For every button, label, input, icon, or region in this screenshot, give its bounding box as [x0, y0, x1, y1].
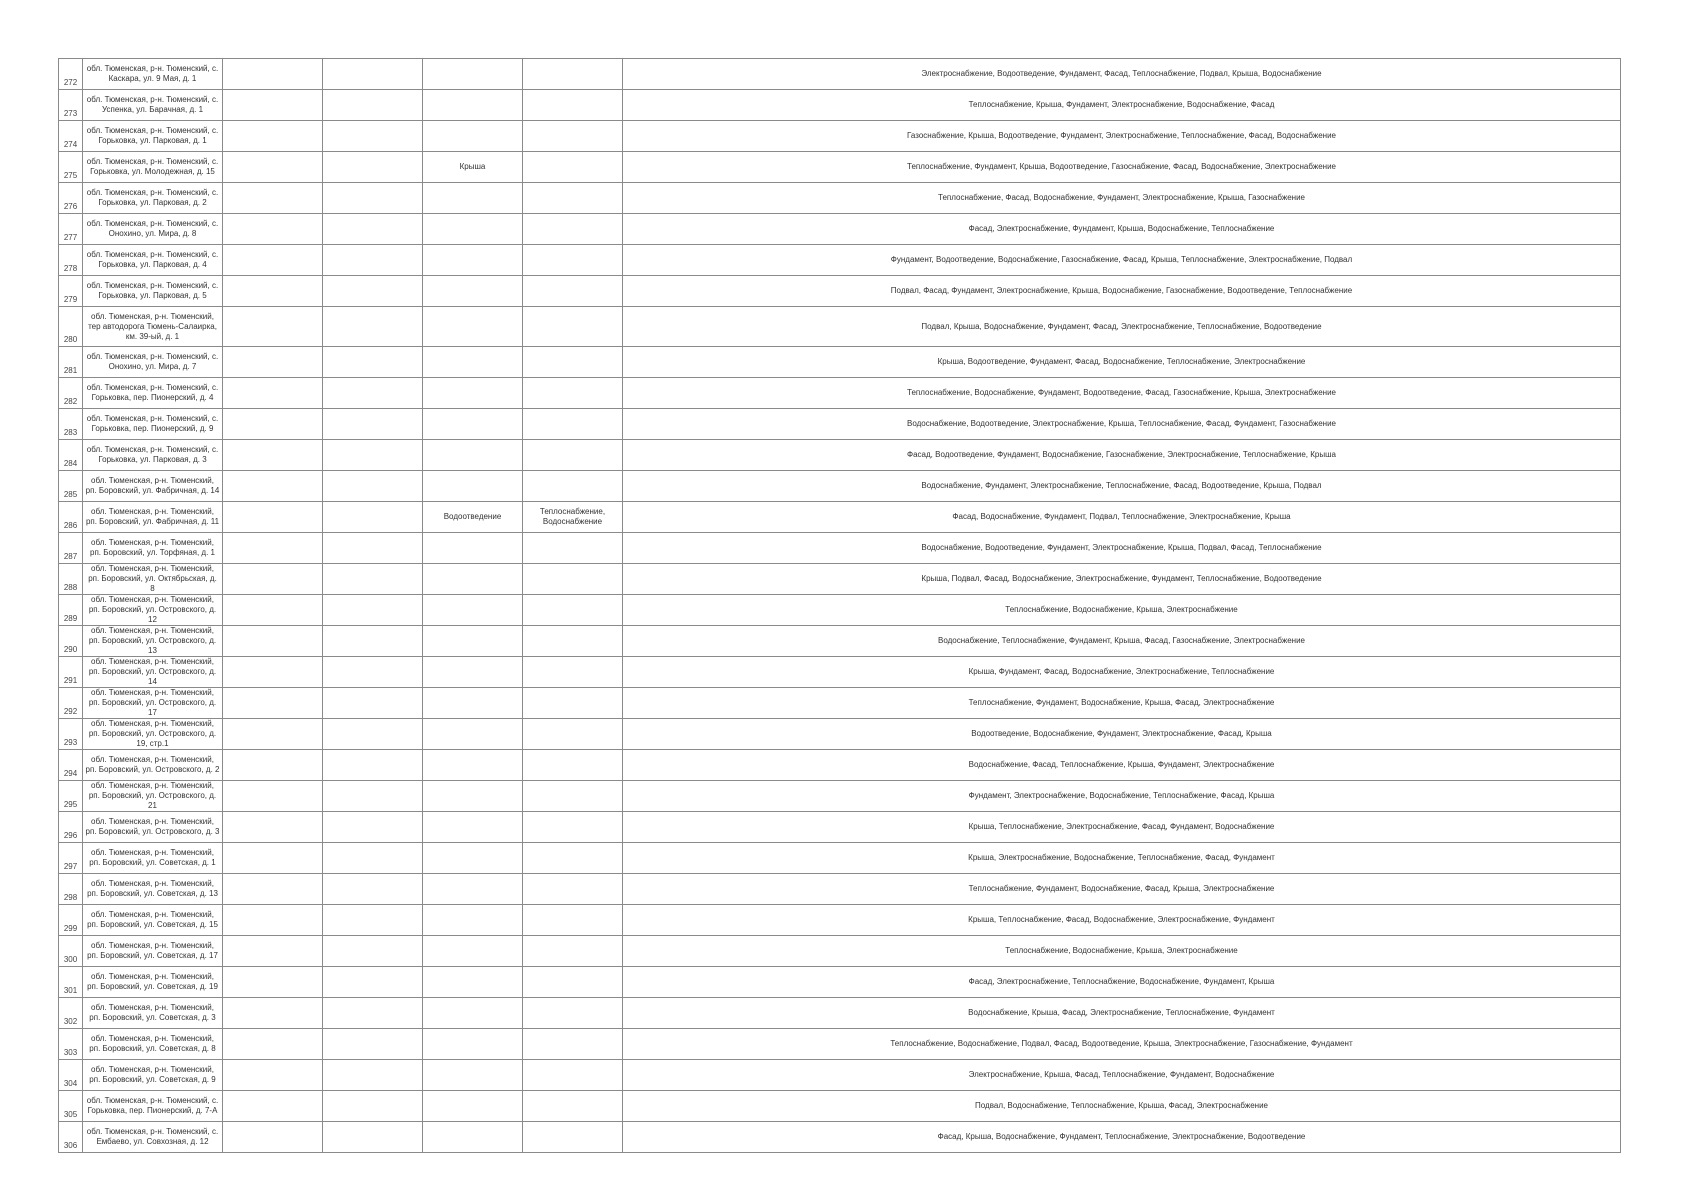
works-list-cell: Теплоснабжение, Водоснабжение, Крыша, Электроснабжение [623, 595, 1621, 626]
col5-cell [423, 1091, 523, 1122]
table-row [59, 214, 1621, 245]
row-number-cell: 288 [59, 564, 83, 595]
table-row [59, 750, 1621, 781]
row-number-cell: 282 [59, 378, 83, 409]
col4-cell [323, 626, 423, 657]
col4-cell [323, 307, 423, 347]
address-cell: обл. Тюменская, р-н. Тюменский, с. Онохино, ул. Мира, д. 7 [83, 347, 223, 378]
col6-cell [523, 378, 623, 409]
col6-cell [523, 1060, 623, 1091]
address-cell: обл. Тюменская, р-н. Тюменский, с. Онохино, ул. Мира, д. 8 [83, 214, 223, 245]
col4-cell [323, 564, 423, 595]
works-list-cell: Теплоснабжение, Фундамент, Водоснабжение, Фасад, Крыша, Электроснабжение [623, 874, 1621, 905]
works-table [58, 58, 1621, 1153]
table-row [59, 812, 1621, 843]
col6-cell [523, 874, 623, 905]
col5-cell [423, 936, 523, 967]
row-number-cell: 301 [59, 967, 83, 998]
works-list-cell: Электроснабжение, Крыша, Фасад, Теплоснабжение, Фундамент, Водоснабжение [623, 1060, 1621, 1091]
table-body [59, 59, 1621, 1153]
works-list-cell: Теплоснабжение, Водоснабжение, Крыша, Электроснабжение [623, 936, 1621, 967]
col3-cell [223, 564, 323, 595]
col3-cell [223, 595, 323, 626]
col3-cell [223, 276, 323, 307]
col6-cell [523, 595, 623, 626]
table-row [59, 1091, 1621, 1122]
col6-cell [523, 719, 623, 750]
col6-cell [523, 440, 623, 471]
col4-cell [323, 1029, 423, 1060]
address-cell: обл. Тюменская, р-н. Тюменский, рп. Боровский, ул. Островского, д. 19, стр.1 [83, 719, 223, 750]
col6-cell [523, 121, 623, 152]
row-number-cell: 289 [59, 595, 83, 626]
table-row [59, 936, 1621, 967]
address-cell: обл. Тюменская, р-н. Тюменский, рп. Боровский, ул. Советская, д. 15 [83, 905, 223, 936]
col4-cell [323, 409, 423, 440]
col5-cell [423, 781, 523, 812]
col3-cell [223, 657, 323, 688]
col6-cell [523, 533, 623, 564]
col4-cell [323, 1060, 423, 1091]
address-cell: обл. Тюменская, р-н. Тюменский, рп. Боровский, ул. Островского, д. 17 [83, 688, 223, 719]
col6-cell [523, 905, 623, 936]
works-list-cell: Фундамент, Водоотведение, Водоснабжение, Газоснабжение, Фасад, Крыша, Теплоснабжение, Электроснабжение, Подвал [623, 245, 1621, 276]
works-list-cell: Теплоснабжение, Крыша, Фундамент, Электроснабжение, Водоснабжение, Фасад [623, 90, 1621, 121]
col5-cell [423, 874, 523, 905]
col3-cell [223, 719, 323, 750]
col6-cell [523, 183, 623, 214]
row-number-cell: 280 [59, 307, 83, 347]
row-number-cell: 273 [59, 90, 83, 121]
row-number-cell: 296 [59, 812, 83, 843]
col3-cell [223, 245, 323, 276]
table-row [59, 440, 1621, 471]
table-row [59, 409, 1621, 440]
col6-cell [523, 564, 623, 595]
address-cell: обл. Тюменская, р-н. Тюменский, рп. Боровский, ул. Фабричная, д. 14 [83, 471, 223, 502]
col6-cell [523, 347, 623, 378]
works-list-cell: Фасад, Водоотведение, Фундамент, Водоснабжение, Газоснабжение, Электроснабжение, Теплоснабжение, Крыша [623, 440, 1621, 471]
works-list-cell: Электроснабжение, Водоотведение, Фундамент, Фасад, Теплоснабжение, Подвал, Крыша, Водоснабжение [623, 59, 1621, 90]
address-cell: обл. Тюменская, р-н. Тюменский, с. Горьковка, ул. Парковая, д. 5 [83, 276, 223, 307]
row-number-cell: 299 [59, 905, 83, 936]
col3-cell [223, 409, 323, 440]
col5-cell [423, 967, 523, 998]
row-number-cell: 272 [59, 59, 83, 90]
works-list-cell: Теплоснабжение, Фундамент, Крыша, Водоотведение, Газоснабжение, Фасад, Водоснабжение, Электроснабжение [623, 152, 1621, 183]
works-list-cell: Фундамент, Электроснабжение, Водоснабжение, Теплоснабжение, Фасад, Крыша [623, 781, 1621, 812]
address-cell: обл. Тюменская, р-н. Тюменский, рп. Боровский, ул. Советская, д. 17 [83, 936, 223, 967]
row-number-cell: 277 [59, 214, 83, 245]
col6-cell [523, 214, 623, 245]
col4-cell [323, 1091, 423, 1122]
col6-cell [523, 59, 623, 90]
col5-cell [423, 276, 523, 307]
col5-cell [423, 657, 523, 688]
col6-cell [523, 276, 623, 307]
row-number-cell: 274 [59, 121, 83, 152]
address-cell: обл. Тюменская, р-н. Тюменский, рп. Боровский, ул. Советская, д. 19 [83, 967, 223, 998]
col6-cell: Теплоснабжение, Водоснабжение [523, 502, 623, 533]
row-number-cell: 305 [59, 1091, 83, 1122]
row-number-cell: 293 [59, 719, 83, 750]
table-row [59, 276, 1621, 307]
col4-cell [323, 152, 423, 183]
works-list-cell: Водоснабжение, Теплоснабжение, Фундамент, Крыша, Фасад, Газоснабжение, Электроснабжение [623, 626, 1621, 657]
address-cell: обл. Тюменская, р-н. Тюменский, рп. Боровский, ул. Торфяная, д. 1 [83, 533, 223, 564]
col4-cell [323, 595, 423, 626]
address-cell: обл. Тюменская, р-н. Тюменский, рп. Боровский, ул. Октябрьская, д. 8 [83, 564, 223, 595]
col3-cell [223, 183, 323, 214]
col3-cell [223, 90, 323, 121]
col6-cell [523, 688, 623, 719]
works-list-cell: Фасад, Электроснабжение, Фундамент, Крыша, Водоснабжение, Теплоснабжение [623, 214, 1621, 245]
works-list-cell: Теплоснабжение, Фасад, Водоснабжение, Фундамент, Электроснабжение, Крыша, Газоснабжение [623, 183, 1621, 214]
works-list-cell: Крыша, Водоотведение, Фундамент, Фасад, Водоснабжение, Теплоснабжение, Электроснабжение [623, 347, 1621, 378]
table-row [59, 347, 1621, 378]
works-list-cell: Теплоснабжение, Водоснабжение, Подвал, Фасад, Водоотведение, Крыша, Электроснабжение, Газоснабжение, Фундамент [623, 1029, 1621, 1060]
col6-cell [523, 657, 623, 688]
row-number-cell: 276 [59, 183, 83, 214]
col6-cell [523, 936, 623, 967]
col3-cell [223, 502, 323, 533]
col5-cell [423, 564, 523, 595]
col5-cell [423, 998, 523, 1029]
col5-cell [423, 688, 523, 719]
works-list-cell: Фасад, Электроснабжение, Теплоснабжение, Водоснабжение, Фундамент, Крыша [623, 967, 1621, 998]
row-number-cell: 283 [59, 409, 83, 440]
col4-cell [323, 1122, 423, 1153]
col3-cell [223, 626, 323, 657]
table-row [59, 657, 1621, 688]
works-list-cell: Водоснабжение, Фасад, Теплоснабжение, Крыша, Фундамент, Электроснабжение [623, 750, 1621, 781]
col4-cell [323, 183, 423, 214]
address-cell: обл. Тюменская, р-н. Тюменский, с. Горьковка, пер. Пионерский, д. 7-А [83, 1091, 223, 1122]
address-cell: обл. Тюменская, р-н. Тюменский, рп. Боровский, ул. Фабричная, д. 11 [83, 502, 223, 533]
table-row [59, 1060, 1621, 1091]
col3-cell [223, 347, 323, 378]
row-number-cell: 281 [59, 347, 83, 378]
col6-cell [523, 90, 623, 121]
address-cell: обл. Тюменская, р-н. Тюменский, с. Каскара, ул. 9 Мая, д. 1 [83, 59, 223, 90]
table-row [59, 183, 1621, 214]
address-cell: обл. Тюменская, р-н. Тюменский, рп. Боровский, ул. Островского, д. 2 [83, 750, 223, 781]
address-cell: обл. Тюменская, р-н. Тюменский, рп. Боровский, ул. Советская, д. 8 [83, 1029, 223, 1060]
col5-cell [423, 533, 523, 564]
col3-cell [223, 1122, 323, 1153]
address-cell: обл. Тюменская, р-н. Тюменский, с. Горьковка, пер. Пионерский, д. 4 [83, 378, 223, 409]
works-list-cell: Теплоснабжение, Фундамент, Водоснабжение, Крыша, Фасад, Электроснабжение [623, 688, 1621, 719]
col5-cell [423, 440, 523, 471]
col4-cell [323, 502, 423, 533]
table-row [59, 1122, 1621, 1153]
row-number-cell: 294 [59, 750, 83, 781]
address-cell: обл. Тюменская, р-н. Тюменский, с. Горьковка, ул. Парковая, д. 4 [83, 245, 223, 276]
row-number-cell: 278 [59, 245, 83, 276]
table-row [59, 533, 1621, 564]
col3-cell [223, 843, 323, 874]
col4-cell [323, 440, 423, 471]
col3-cell [223, 998, 323, 1029]
row-number-cell: 279 [59, 276, 83, 307]
col6-cell [523, 967, 623, 998]
col6-cell [523, 998, 623, 1029]
works-list-cell: Подвал, Фасад, Фундамент, Электроснабжение, Крыша, Водоснабжение, Газоснабжение, Водоотведение, Теплоснабжение [623, 276, 1621, 307]
table-row [59, 905, 1621, 936]
table-row [59, 378, 1621, 409]
works-list-cell: Подвал, Крыша, Водоснабжение, Фундамент, Фасад, Электроснабжение, Теплоснабжение, Водоотведение [623, 307, 1621, 347]
row-number-cell: 303 [59, 1029, 83, 1060]
col3-cell [223, 1060, 323, 1091]
col5-cell: Водоотведение [423, 502, 523, 533]
works-list-cell: Газоснабжение, Крыша, Водоотведение, Фундамент, Электроснабжение, Теплоснабжение, Фасад, Водоснабжение [623, 121, 1621, 152]
address-cell: обл. Тюменская, р-н. Тюменский, рп. Боровский, ул. Островского, д. 21 [83, 781, 223, 812]
col3-cell [223, 152, 323, 183]
col3-cell [223, 688, 323, 719]
col4-cell [323, 245, 423, 276]
col6-cell [523, 245, 623, 276]
col3-cell [223, 1091, 323, 1122]
col3-cell [223, 750, 323, 781]
table-row [59, 90, 1621, 121]
col6-cell [523, 843, 623, 874]
col4-cell [323, 905, 423, 936]
col3-cell [223, 533, 323, 564]
table-row [59, 59, 1621, 90]
table-row [59, 152, 1621, 183]
address-cell: обл. Тюменская, р-н. Тюменский, рп. Боровский, ул. Островского, д. 3 [83, 812, 223, 843]
address-cell: обл. Тюменская, р-н. Тюменский, с. Горьковка, ул. Парковая, д. 2 [83, 183, 223, 214]
address-cell: обл. Тюменская, р-н. Тюменский, с. Ембаево, ул. Совхозная, д. 12 [83, 1122, 223, 1153]
works-list-cell: Теплоснабжение, Водоснабжение, Фундамент, Водоотведение, Фасад, Газоснабжение, Крыша, Электроснабжение [623, 378, 1621, 409]
col4-cell [323, 214, 423, 245]
col4-cell [323, 121, 423, 152]
works-list-cell: Крыша, Теплоснабжение, Электроснабжение, Фасад, Фундамент, Водоснабжение [623, 812, 1621, 843]
table-row [59, 998, 1621, 1029]
col5-cell [423, 409, 523, 440]
address-cell: обл. Тюменская, р-н. Тюменский, тер автодорога Тюмень-Салаирка, км. 39-ый, д. 1 [83, 307, 223, 347]
col5-cell [423, 471, 523, 502]
col6-cell [523, 750, 623, 781]
table-row [59, 781, 1621, 812]
address-cell: обл. Тюменская, р-н. Тюменский, рп. Боровский, ул. Островского, д. 14 [83, 657, 223, 688]
col6-cell [523, 812, 623, 843]
col4-cell [323, 936, 423, 967]
col5-cell [423, 245, 523, 276]
works-list-cell: Фасад, Водоснабжение, Фундамент, Подвал, Теплоснабжение, Электроснабжение, Крыша [623, 502, 1621, 533]
col5-cell [423, 121, 523, 152]
col3-cell [223, 781, 323, 812]
table-row [59, 688, 1621, 719]
col4-cell [323, 378, 423, 409]
col5-cell [423, 1029, 523, 1060]
row-number-cell: 290 [59, 626, 83, 657]
col5-cell [423, 626, 523, 657]
address-cell: обл. Тюменская, р-н. Тюменский, с. Горьковка, ул. Парковая, д. 3 [83, 440, 223, 471]
address-cell: обл. Тюменская, р-н. Тюменский, рп. Боровский, ул. Островского, д. 13 [83, 626, 223, 657]
address-cell: обл. Тюменская, р-н. Тюменский, рп. Боровский, ул. Советская, д. 9 [83, 1060, 223, 1091]
col5-cell [423, 812, 523, 843]
address-cell: обл. Тюменская, р-н. Тюменский, рп. Боровский, ул. Советская, д. 1 [83, 843, 223, 874]
col5-cell [423, 307, 523, 347]
col3-cell [223, 378, 323, 409]
col6-cell [523, 1122, 623, 1153]
row-number-cell: 297 [59, 843, 83, 874]
table-row [59, 874, 1621, 905]
address-cell: обл. Тюменская, р-н. Тюменский, рп. Боровский, ул. Островского, д. 12 [83, 595, 223, 626]
col5-cell [423, 214, 523, 245]
col4-cell [323, 59, 423, 90]
col5-cell [423, 90, 523, 121]
works-list-cell: Водоснабжение, Водоотведение, Фундамент, Электроснабжение, Крыша, Подвал, Фасад, Теплоснабжение [623, 533, 1621, 564]
row-number-cell: 304 [59, 1060, 83, 1091]
col6-cell [523, 409, 623, 440]
col3-cell [223, 440, 323, 471]
col5-cell [423, 719, 523, 750]
col5-cell [423, 378, 523, 409]
col3-cell [223, 936, 323, 967]
col5-cell [423, 1122, 523, 1153]
works-list-cell: Крыша, Теплоснабжение, Фасад, Водоснабжение, Электроснабжение, Фундамент [623, 905, 1621, 936]
col4-cell [323, 471, 423, 502]
row-number-cell: 302 [59, 998, 83, 1029]
col5-cell [423, 59, 523, 90]
col3-cell [223, 874, 323, 905]
row-number-cell: 306 [59, 1122, 83, 1153]
col6-cell [523, 781, 623, 812]
col3-cell [223, 214, 323, 245]
table-row [59, 719, 1621, 750]
row-number-cell: 292 [59, 688, 83, 719]
works-list-cell: Крыша, Электроснабжение, Водоснабжение, Теплоснабжение, Фасад, Фундамент [623, 843, 1621, 874]
col4-cell [323, 347, 423, 378]
col6-cell [523, 1091, 623, 1122]
col4-cell [323, 843, 423, 874]
address-cell: обл. Тюменская, р-н. Тюменский, с. Горьковка, ул. Парковая, д. 1 [83, 121, 223, 152]
col4-cell [323, 276, 423, 307]
row-number-cell: 298 [59, 874, 83, 905]
col3-cell [223, 59, 323, 90]
row-number-cell: 284 [59, 440, 83, 471]
col5-cell [423, 347, 523, 378]
col4-cell [323, 719, 423, 750]
row-number-cell: 295 [59, 781, 83, 812]
works-list-cell: Водоотведение, Водоснабжение, Фундамент, Электроснабжение, Фасад, Крыша [623, 719, 1621, 750]
col3-cell [223, 967, 323, 998]
col5-cell [423, 595, 523, 626]
col4-cell [323, 874, 423, 905]
table-row [59, 564, 1621, 595]
table-row [59, 1029, 1621, 1060]
col6-cell [523, 471, 623, 502]
col4-cell [323, 750, 423, 781]
col4-cell [323, 781, 423, 812]
table-row [59, 502, 1621, 533]
works-list-cell: Водоснабжение, Крыша, Фасад, Электроснабжение, Теплоснабжение, Фундамент [623, 998, 1621, 1029]
col5-cell: Крыша [423, 152, 523, 183]
col6-cell [523, 1029, 623, 1060]
col3-cell [223, 812, 323, 843]
row-number-cell: 286 [59, 502, 83, 533]
address-cell: обл. Тюменская, р-н. Тюменский, с. Горьковка, пер. Пионерский, д. 9 [83, 409, 223, 440]
col4-cell [323, 998, 423, 1029]
col3-cell [223, 121, 323, 152]
works-list-cell: Крыша, Фундамент, Фасад, Водоснабжение, Электроснабжение, Теплоснабжение [623, 657, 1621, 688]
row-number-cell: 285 [59, 471, 83, 502]
table-row [59, 307, 1621, 347]
col4-cell [323, 533, 423, 564]
address-cell: обл. Тюменская, р-н. Тюменский, с. Горьковка, ул. Молодежная, д. 15 [83, 152, 223, 183]
table-row [59, 595, 1621, 626]
address-cell: обл. Тюменская, р-н. Тюменский, рп. Боровский, ул. Советская, д. 3 [83, 998, 223, 1029]
col5-cell [423, 183, 523, 214]
table-row [59, 967, 1621, 998]
row-number-cell: 300 [59, 936, 83, 967]
col3-cell [223, 471, 323, 502]
col4-cell [323, 90, 423, 121]
col6-cell [523, 307, 623, 347]
table-row [59, 471, 1621, 502]
row-number-cell: 287 [59, 533, 83, 564]
col5-cell [423, 843, 523, 874]
table-row [59, 245, 1621, 276]
works-list-cell: Фасад, Крыша, Водоснабжение, Фундамент, Теплоснабжение, Электроснабжение, Водоотведение [623, 1122, 1621, 1153]
col5-cell [423, 1060, 523, 1091]
col4-cell [323, 812, 423, 843]
col4-cell [323, 967, 423, 998]
col6-cell [523, 626, 623, 657]
table-row [59, 121, 1621, 152]
col3-cell [223, 905, 323, 936]
works-list-cell: Крыша, Подвал, Фасад, Водоснабжение, Электроснабжение, Фундамент, Теплоснабжение, Водоотведение [623, 564, 1621, 595]
col3-cell [223, 307, 323, 347]
works-list-cell: Водоснабжение, Водоотведение, Электроснабжение, Крыша, Теплоснабжение, Фасад, Фундамент, Газоснабжение [623, 409, 1621, 440]
col4-cell [323, 688, 423, 719]
col5-cell [423, 750, 523, 781]
row-number-cell: 275 [59, 152, 83, 183]
col4-cell [323, 657, 423, 688]
table-row [59, 843, 1621, 874]
table-row [59, 626, 1621, 657]
col3-cell [223, 1029, 323, 1060]
address-cell: обл. Тюменская, р-н. Тюменский, с. Успенка, ул. Барачная, д. 1 [83, 90, 223, 121]
works-list-cell: Подвал, Водоснабжение, Теплоснабжение, Крыша, Фасад, Электроснабжение [623, 1091, 1621, 1122]
row-number-cell: 291 [59, 657, 83, 688]
col6-cell [523, 152, 623, 183]
works-list-cell: Водоснабжение, Фундамент, Электроснабжение, Теплоснабжение, Фасад, Водоотведение, Крыша, Подвал [623, 471, 1621, 502]
col5-cell [423, 905, 523, 936]
address-cell: обл. Тюменская, р-н. Тюменский, рп. Боровский, ул. Советская, д. 13 [83, 874, 223, 905]
